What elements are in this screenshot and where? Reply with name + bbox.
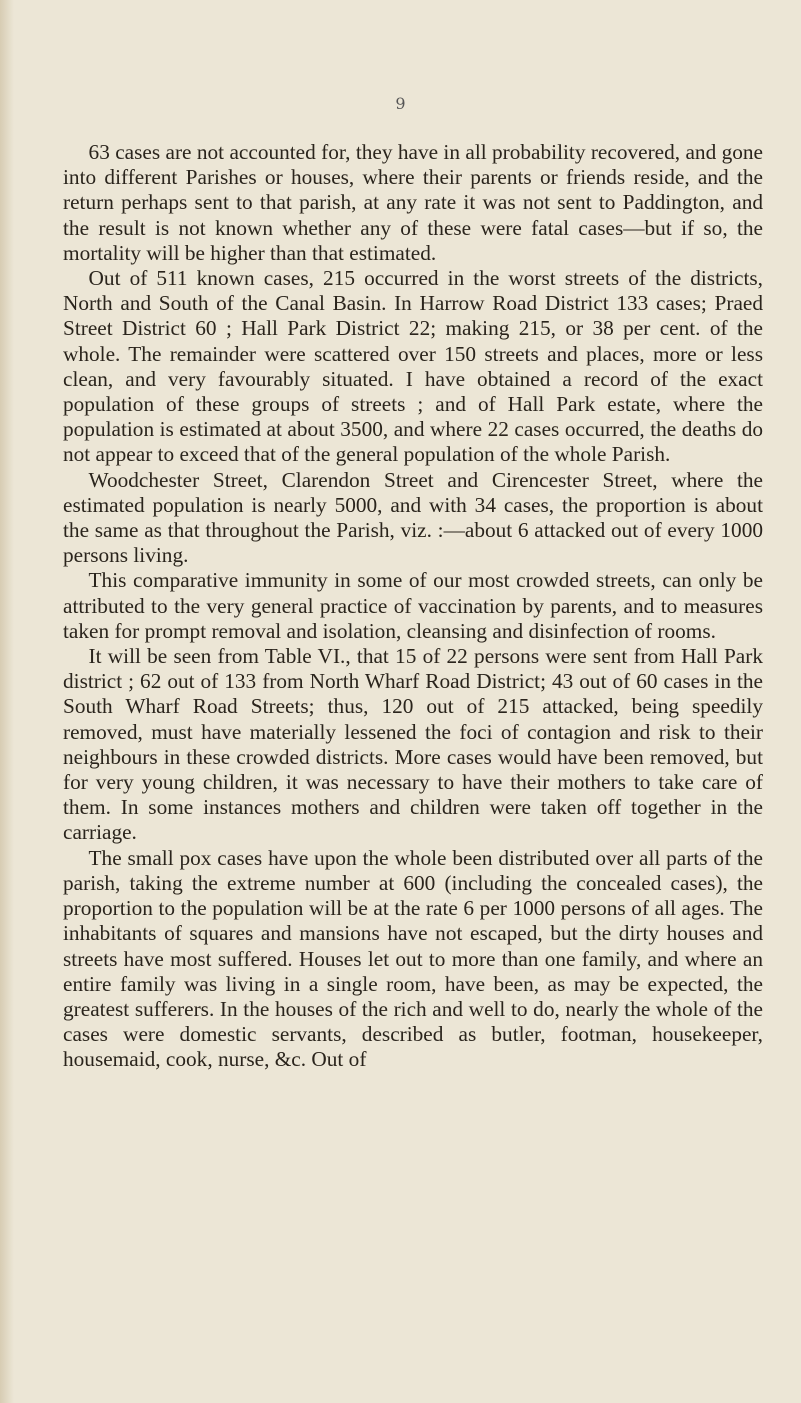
paragraph-woodchester-street: Woodchester Street, Clarendon Street and Cirencester Street, where the estimated population is nearly 5000, and with 34 cases, the proportion is about the same as that throughout the Parish, viz. :—about 6 attacked out of every 1000 persons living. <box>63 467 763 568</box>
paragraph-distribution: The small pox cases have upon the whole been distributed over all parts of the parish, taking the extreme number at 600 (including the concealed cases), the proportion to the population will be at the rate 6 per 1000 persons of all ages. The inhabitants of squares and mansions have not escaped, but the dirty houses and streets have most suffered. Houses let out to more than one family, and where an entire family was living in a single room, have been, as may be expected, the greatest sufferers. In the houses of the rich and well to do, nearly the whole of the cases were domestic servants, described as butler, footman, housekeeper, housemaid, cook, nurse, &c. Out of <box>63 845 763 1072</box>
body-text <box>63 140 763 1073</box>
page-spine-shadow <box>0 0 14 1403</box>
paragraph-table-vi: It will be seen from Table VI., that 15 of 22 persons were sent from Hall Park district ; 62 out of 133 from North Wharf Road District; 43 out of 60 cases in the South Wharf Road Streets; thus, 120 out of 215 attacked, being speedily removed, must have materially lessened the foci of contagion and risk to their neighbours in these crowded districts. More cases would have been removed, but for very young children, it was necessary to have their mothers to take care of them. In some instances mothers and children were taken off together in the carriage. <box>63 644 763 845</box>
paragraph-immunity: This comparative immunity in some of our most crowded streets, can only be attributed to the very general practice of vaccination by parents, and to measures taken for prompt removal and isolation, cleansing and disinfection of rooms. <box>63 568 763 643</box>
page-number: 9 <box>395 94 406 113</box>
paragraph-unaccounted-cases: 63 cases are not accounted for, they have in all probability recovered, and gone into different Parishes or houses, where their parents or friends reside, and the return perhaps sent to that parish, at any rate it was not sent to Paddington, and the result is not known whether any of these were fatal cases—but if so, the mortality will be higher than that estimated. <box>63 140 763 265</box>
paragraph-known-cases: Out of 511 known cases, 215 occurred in the worst streets of the districts, North and South of the Canal Basin. In Harrow Road District 133 cases; Praed Street District 60 ; Hall Park District 22; making 215, or 38 per cent. of the whole. The remainder were scattered over 150 streets and places, more or less clean, and very favourably situated. I have obtained a record of the exact population of these groups of streets ; and of Hall Park estate, where the population is estimated at about 3500, and where 22 cases occurred, the deaths do not appear to exceed that of the general population of the whole Parish. <box>63 266 763 467</box>
